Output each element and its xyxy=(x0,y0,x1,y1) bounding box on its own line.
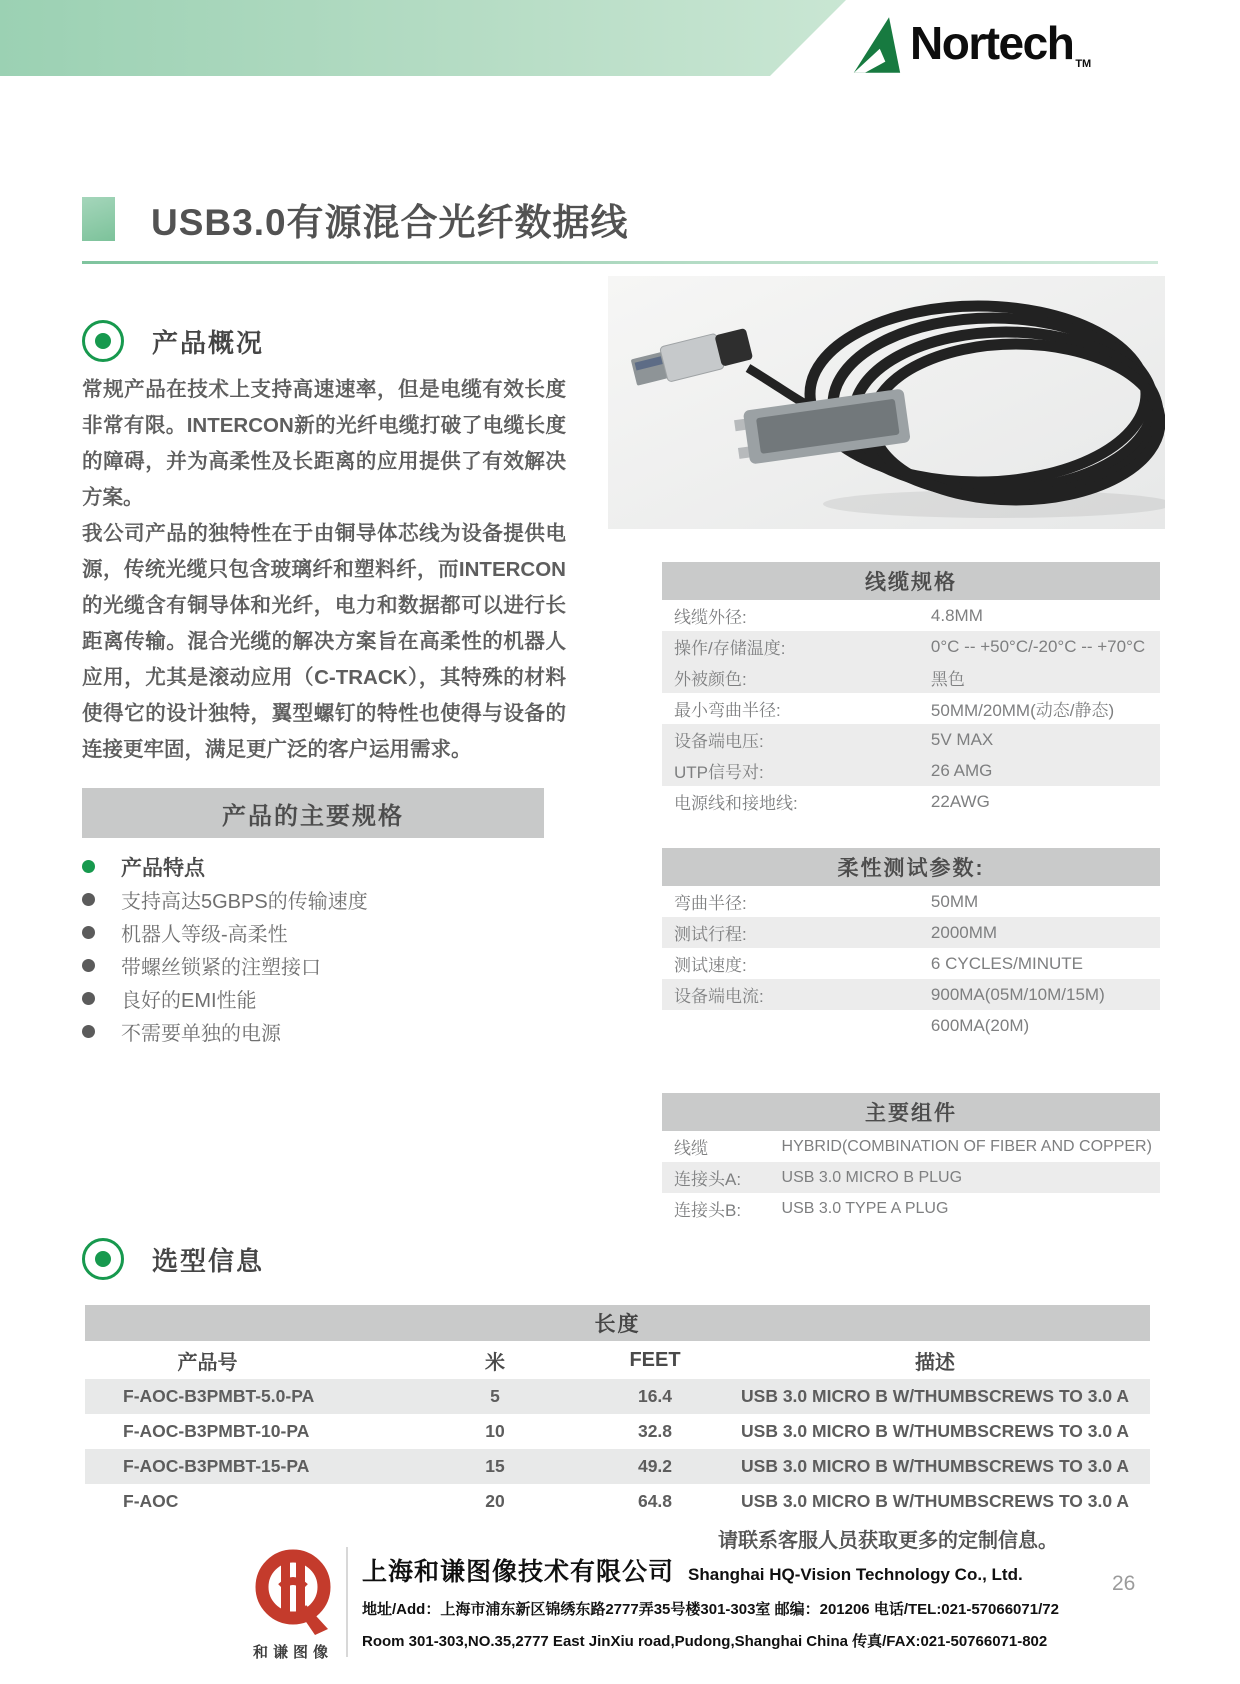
spec-value: USB 3.0 TYPE A PLUG xyxy=(781,1199,949,1217)
top-green-band xyxy=(0,0,846,76)
feature-item: 机器人等级-高柔性 xyxy=(82,916,552,949)
spec-row xyxy=(662,1193,1160,1224)
selection-cell: 20 xyxy=(485,1491,505,1511)
selection-cell: 16.4 xyxy=(637,1386,673,1406)
main-spec-header: 产品的主要规格 xyxy=(82,788,544,838)
selection-table-row xyxy=(85,1414,1150,1449)
title-underline xyxy=(82,261,1158,264)
spec-row xyxy=(662,786,1160,817)
cable-spec-rows xyxy=(662,600,1160,817)
spec-row xyxy=(662,755,1160,786)
selection-cell: USB 3.0 MICRO B W/THUMBSCREWS TO 3.0 A xyxy=(741,1421,1129,1441)
page-number: 26 xyxy=(1112,1572,1136,1595)
nortech-logo xyxy=(852,12,1091,76)
bullseye-icon xyxy=(82,320,124,362)
overview-paragraphs xyxy=(82,372,566,768)
feature-item: 带螺丝锁紧的注塑接口 xyxy=(82,949,552,982)
selection-cell: F-AOC xyxy=(123,1491,179,1511)
cable-spec-table xyxy=(662,562,1160,817)
selection-table xyxy=(85,1305,1150,1519)
spec-value: 50MM xyxy=(930,891,979,911)
hq-logo-text: 和谦图像 xyxy=(252,1644,333,1661)
spec-label: 线缆外径: xyxy=(674,608,747,627)
components-table xyxy=(662,1093,1160,1224)
col-header-meters: 米 xyxy=(485,1351,505,1374)
footer-company xyxy=(362,1552,1023,1588)
overview-heading-label: 产品概况 xyxy=(152,327,265,358)
nortech-arrow-icon xyxy=(852,14,902,76)
page-title: USB3.0有源混合光纤数据线 xyxy=(151,202,629,243)
flex-test-table xyxy=(662,848,1160,1041)
company-name-cn: 上海和谦图像技术有限公司 xyxy=(362,1558,675,1586)
spec-row xyxy=(662,1162,1160,1193)
footer-address-line2: Room 301-303,NO.35,2777 East JinXiu road,Pudong,Shanghai China 传真/FAX:021-50766071-802 xyxy=(362,1633,1048,1650)
selection-cell: F-AOC-B3PMBT-15-PA xyxy=(123,1456,310,1476)
selection-section-heading xyxy=(82,1238,264,1280)
col-header-description: 描述 xyxy=(915,1351,955,1374)
spec-row xyxy=(662,662,1160,693)
selection-cell: F-AOC-B3PMBT-10-PA xyxy=(123,1421,310,1441)
selection-cell: 64.8 xyxy=(637,1491,673,1511)
selection-cell: 32.8 xyxy=(637,1421,673,1441)
spec-value: 6 CYCLES/MINUTE xyxy=(930,953,1083,973)
col-header-product: 产品号 xyxy=(177,1351,238,1374)
feature-item: 良好的EMI性能 xyxy=(82,982,552,1015)
spec-row xyxy=(662,693,1160,724)
company-name-en: Shanghai HQ-Vision Technology Co., Ltd. xyxy=(688,1565,1023,1584)
spec-label: 连接头B: xyxy=(674,1201,742,1220)
spec-row xyxy=(662,1131,1160,1162)
components-header: 主要组件 xyxy=(662,1093,1160,1131)
spec-label: 电源线和接地线: xyxy=(674,794,798,813)
hq-vision-logo xyxy=(248,1545,338,1662)
features-items xyxy=(82,883,552,1048)
flex-test-rows xyxy=(662,886,1160,1041)
spec-value: 26 AMG xyxy=(930,760,993,780)
title-green-square xyxy=(82,197,115,241)
selection-cell: 15 xyxy=(485,1456,505,1476)
nortech-logo-text: Nortech xyxy=(910,17,1074,69)
bullseye-dot xyxy=(95,1251,111,1267)
spec-value: 0°C -- +50°C/-20°C -- +70°C xyxy=(930,636,1146,656)
spec-label: UTP信号对: xyxy=(674,763,764,782)
title-row xyxy=(82,192,629,246)
spec-label: 外被颜色: xyxy=(674,670,747,689)
spec-value: 4.8MM xyxy=(930,605,983,625)
nortech-tm-mark: TM xyxy=(1075,58,1092,70)
selection-cell: USB 3.0 MICRO B W/THUMBSCREWS TO 3.0 A xyxy=(741,1386,1129,1406)
spec-label: 设备端电压: xyxy=(674,732,764,751)
selection-table-body xyxy=(85,1379,1150,1519)
cable-photo-illustration xyxy=(608,276,1165,529)
feature-title-item: 产品特点 xyxy=(82,850,552,883)
spec-label: 弯曲半径: xyxy=(674,894,747,913)
selection-table-title: 长度 xyxy=(85,1305,1150,1341)
spec-label: 线缆 xyxy=(674,1139,708,1158)
hq-logo-icon xyxy=(254,1545,332,1637)
spec-label: 连接头A: xyxy=(674,1170,742,1189)
feature-item: 支持高达5GBPS的传输速度 xyxy=(82,883,552,916)
spec-label: 最小弯曲半径: xyxy=(674,701,781,720)
spec-value: 600MA(20M) xyxy=(930,1015,1030,1035)
product-photo xyxy=(608,276,1165,529)
selection-cell: F-AOC-B3PMBT-5.0-PA xyxy=(123,1386,315,1406)
selection-cell: 49.2 xyxy=(637,1456,673,1476)
spec-label: 操作/存储温度: xyxy=(674,639,786,658)
spec-row xyxy=(662,600,1160,631)
selection-cell: USB 3.0 MICRO B W/THUMBSCREWS TO 3.0 A xyxy=(741,1456,1129,1476)
spec-value: HYBRID(COMBINATION OF FIBER AND COPPER) xyxy=(781,1137,1152,1155)
spec-label: 测试速度: xyxy=(674,956,747,975)
selection-column-headers xyxy=(85,1341,1150,1379)
bullseye-dot xyxy=(95,333,111,349)
selection-cell: 10 xyxy=(485,1421,505,1441)
spec-value: 2000MM xyxy=(930,922,998,942)
flex-test-header: 柔性测试参数: xyxy=(662,848,1160,886)
selection-cell: USB 3.0 MICRO B W/THUMBSCREWS TO 3.0 A xyxy=(741,1491,1129,1511)
bullseye-icon xyxy=(82,1238,124,1280)
spec-label: 设备端电流: xyxy=(674,987,764,1006)
overview-paragraph-1: 常规产品在技术上支持高速速率，但是电缆有效长度非常有限。INTERCON新的光纤电缆打破了电缆长度的障碍，并为高柔性及长距离的应用提供了有效解决方案。 xyxy=(82,378,566,509)
selection-heading-label: 选型信息 xyxy=(152,1245,265,1276)
selection-table-row xyxy=(85,1484,1150,1519)
cable-spec-header: 线缆规格 xyxy=(662,562,1160,600)
spec-row xyxy=(662,979,1160,1010)
selection-cell: 5 xyxy=(490,1386,500,1406)
spec-row xyxy=(662,724,1160,755)
selection-table-row xyxy=(85,1449,1150,1484)
spec-value: 900MA(05M/10M/15M) xyxy=(930,984,1105,1004)
selection-table-row xyxy=(85,1379,1150,1414)
features-list xyxy=(82,850,552,883)
spec-value: 5V MAX xyxy=(930,729,994,749)
footer-address-line1: 地址/Add：上海市浦东新区锦绣东路2777弄35号楼301-303室 邮编：201206 电话/TEL:021-57066071/72 xyxy=(362,1601,1059,1618)
spec-row xyxy=(662,631,1160,662)
spec-row xyxy=(662,1010,1160,1041)
footer-divider xyxy=(346,1547,348,1657)
spec-row xyxy=(662,917,1160,948)
spec-value: 黑色 xyxy=(930,670,965,689)
spec-row xyxy=(662,886,1160,917)
spec-value: 22AWG xyxy=(930,791,990,811)
spec-value: 50MM/20MM(动态/静态) xyxy=(930,701,1115,720)
spec-row xyxy=(662,948,1160,979)
spec-value: USB 3.0 MICRO B PLUG xyxy=(781,1168,963,1186)
custom-info-note: 请联系客服人员获取更多的定制信息。 xyxy=(718,1530,1058,1552)
spec-label: 测试行程: xyxy=(674,925,747,944)
overview-section-heading xyxy=(82,320,264,362)
col-header-feet: FEET xyxy=(629,1348,681,1371)
overview-paragraph-2: 我公司产品的独特性在于由铜导体芯线为设备提供电源，传统光缆只包含玻璃纤和塑料纤，而INTERCON的光缆含有铜导体和光纤，电力和数据都可以进行长距离传输。混合光缆的解决方案旨在高柔性的机器人应用，尤其是滚动应用（C-TRACK），其特殊的材料使得它的设计独特，翼型螺钉的特性也使得与设备的连接更牢固，满足更广泛的客户运用需求。 xyxy=(82,522,566,761)
feature-item: 不需要单独的电源 xyxy=(82,1015,552,1048)
components-rows xyxy=(662,1131,1160,1224)
